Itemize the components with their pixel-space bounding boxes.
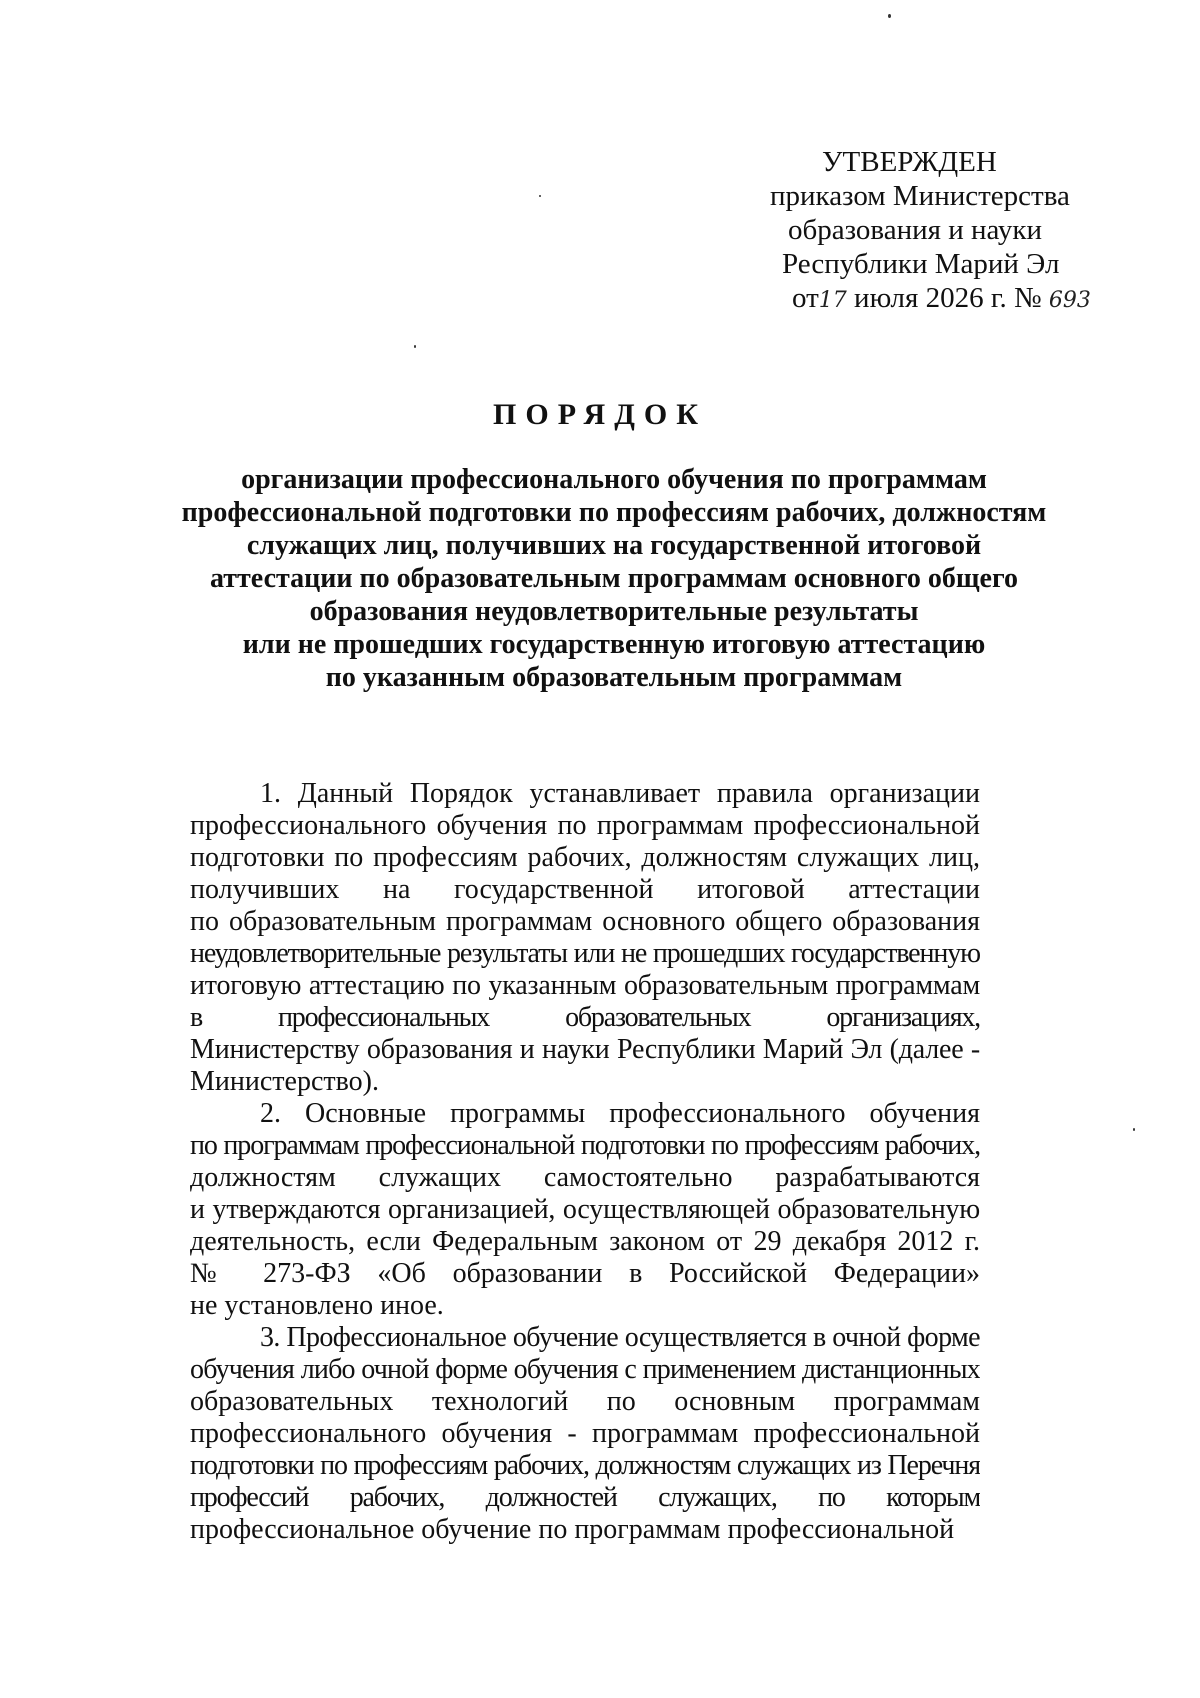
paragraph-line: профессий рабочих, должностей служащих, по которым: [190, 1482, 980, 1513]
paragraph-line: профессионального обучения - программам профессиональной: [190, 1418, 980, 1449]
paragraph-3: [190, 1322, 1060, 1546]
subtitle-line: по указанным образовательным программам: [325, 662, 903, 693]
paragraph-line: получивших на государственной итоговой аттестации: [190, 874, 980, 905]
subtitle-line: аттестации по образовательным программам основного общего: [210, 563, 1018, 594]
paragraph-line: в профессиональных образовательных организациях,: [190, 1002, 980, 1033]
approval-date-prefix: от: [792, 282, 819, 314]
subtitle-line: служащих лиц, получивших на государственной итоговой: [246, 530, 982, 561]
paragraph-line: подготовки по профессиям рабочих, должностям служащих лиц,: [190, 842, 980, 873]
subtitle-line: или не прошедших государственную итоговую аттестацию: [242, 629, 986, 660]
approval-block: [760, 145, 1090, 318]
paragraph-line: 1. Данный Порядок устанавливает правила организации: [260, 778, 980, 809]
paragraph-line: по программам профессиональной подготовки по профессиям рабочих,: [190, 1130, 980, 1161]
paragraph-2: [190, 1098, 1060, 1322]
handwritten-order-number: 693: [1048, 288, 1091, 313]
paragraph-line: образовательных технологий по основным программам: [190, 1386, 980, 1417]
document-subtitle: [150, 463, 1078, 694]
subtitle-line: организации профессионального обучения по программам: [241, 464, 987, 495]
paragraph-line: Министерство).: [190, 1066, 379, 1097]
document-title: ПОРЯДОК: [493, 398, 707, 431]
scan-speck: [888, 14, 891, 18]
paragraph-line: профессионального обучения по программам профессиональной: [190, 810, 980, 841]
paragraph-line: не установлено иное.: [190, 1290, 444, 1321]
paragraph-1: [190, 778, 1060, 1098]
document-body: [190, 778, 1060, 1546]
paragraph-line: неудовлетворительные результаты или не прошедших государственную: [190, 938, 980, 969]
scan-speck: [414, 345, 416, 348]
paragraph-line: 2. Основные программы профессионального обучения: [260, 1098, 980, 1129]
approval-order-line: приказом Министерства: [770, 180, 1070, 212]
approval-date-line: [760, 281, 1090, 318]
paragraph-line: итоговую аттестацию по указанным образовательным программам: [190, 970, 980, 1001]
scan-speck: [539, 195, 541, 197]
approval-republic-line: Республики Марий Эл: [782, 248, 1060, 280]
paragraph-line: профессиональное обучение по программам профессиональной: [190, 1514, 955, 1545]
scan-speck: [1133, 1128, 1135, 1131]
paragraph-line: деятельность, если Федеральным законом от 29 декабря 2012 г.: [190, 1226, 980, 1257]
paragraph-line: обучения либо очной форме обучения с применением дистанционных: [190, 1354, 980, 1385]
paragraph-line: и утверждаются организацией, осуществляющей образовательную: [190, 1194, 980, 1225]
approval-heading: УТВЕРЖДЕН: [822, 146, 997, 178]
subtitle-line: профессиональной подготовки по профессиям рабочих, должностям: [181, 497, 1047, 528]
paragraph-line: Министерству образования и науки Республики Марий Эл (далее -: [190, 1034, 980, 1065]
paragraph-line: по образовательным программам основного общего образования: [190, 906, 980, 937]
subtitle-line: образования неудовлетворительные результаты: [309, 596, 919, 627]
paragraph-line: 3. Профессиональное обучение осуществляется в очной форме: [260, 1322, 980, 1353]
approval-ministry-line: образования и науки: [788, 214, 1043, 246]
paragraph-line: подготовки по профессиям рабочих, должностям служащих из Перечня: [190, 1450, 980, 1481]
approval-date-text: июля 2026 г. №: [854, 282, 1042, 314]
handwritten-day: 17: [818, 288, 847, 313]
paragraph-line: должностям служащих самостоятельно разрабатываются: [190, 1162, 980, 1193]
paragraph-line: № 273-ФЗ «Об образовании в Российской Федерации»: [190, 1258, 980, 1289]
